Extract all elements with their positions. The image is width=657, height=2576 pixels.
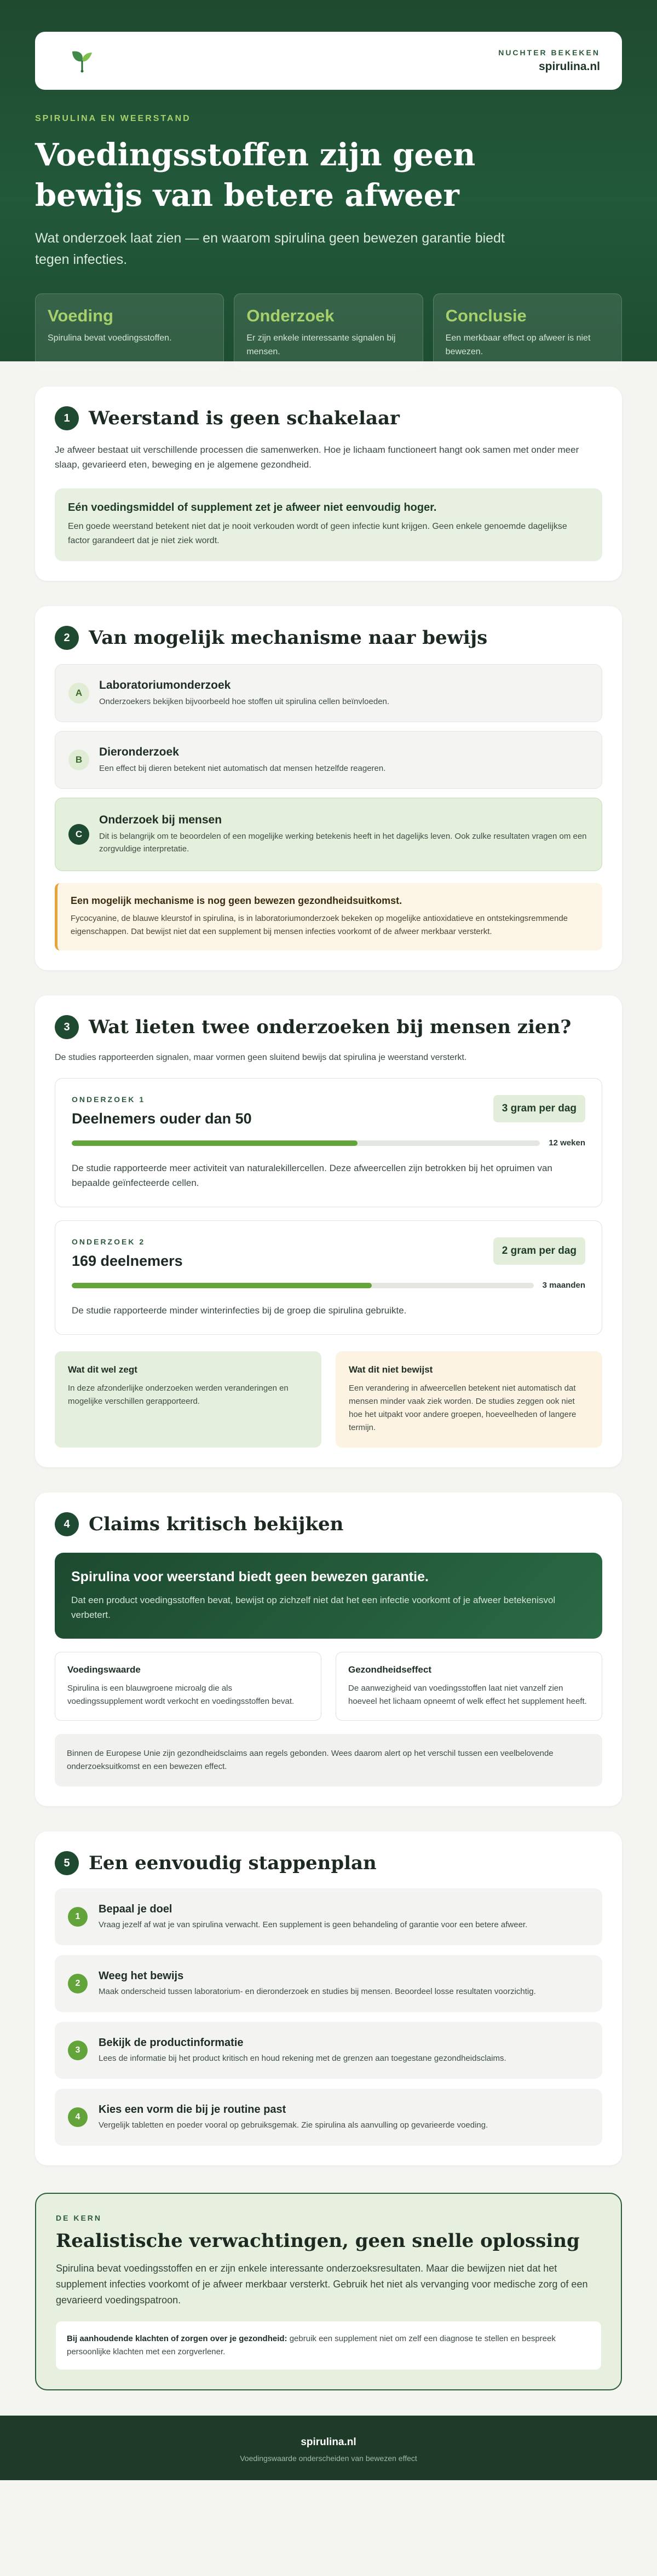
study-text: De studie rapporteerde minder winterinfecties bij de groep die spirulina gebruikte. bbox=[72, 1305, 407, 1316]
section-title: Van mogelijk mechanisme naar bewijs bbox=[89, 627, 488, 649]
banner-title: Spirulina voor weerstand biedt geen bewezen garantie. bbox=[71, 1569, 429, 1584]
study-card-1 bbox=[55, 1078, 602, 1207]
spirulina-leaf-logo-icon[interactable] bbox=[68, 47, 95, 74]
hero-card-title: Onderzoek bbox=[246, 306, 335, 325]
interpretation-boxes bbox=[55, 1351, 602, 1448]
hero-eyebrow: SPIRULINA EN WEERSTAND bbox=[35, 114, 191, 123]
hero-card-voeding bbox=[35, 293, 224, 369]
claim-compare-boxes bbox=[55, 1652, 602, 1721]
plan-step-text: Vergelijk tabletten en poeder vooral op gebruiksgemak. Zie spirulina als aanvulling op gevarieerde voeding. bbox=[99, 2120, 488, 2130]
step-text: Dit is belangrijk om te beoordelen of een mogelijke werking betekenis heeft in het dagelijks leven. Ook zulke resultaten vragen om een zorgvuldige interpretatie. bbox=[99, 832, 587, 854]
page-title: Voedingsstoffen zijn geen bewijs van betere afweer bbox=[35, 137, 476, 214]
hero-card-text: Er zijn enkele interessante signalen bij mensen. bbox=[246, 333, 396, 356]
step-letter-badge: A bbox=[68, 683, 89, 704]
section-title: Weerstand is geen schakelaar bbox=[89, 407, 400, 429]
study-label: ONDERZOEK 1 bbox=[72, 1095, 146, 1104]
hero bbox=[0, 0, 657, 361]
brand-site-link[interactable]: spirulina.nl bbox=[538, 60, 600, 73]
dose-badge: 3 gram per dag bbox=[493, 1095, 585, 1122]
dose-badge: 2 gram per dag bbox=[493, 1237, 585, 1265]
hero-card-conclusie bbox=[433, 293, 622, 369]
evidence-step-c bbox=[55, 798, 602, 871]
plan-step-title: Weeg het bewijs bbox=[99, 1969, 184, 1982]
section-header bbox=[55, 626, 602, 650]
evidence-step-b bbox=[55, 731, 602, 789]
section-onderzoeken bbox=[35, 995, 622, 1467]
kern-text: Spirulina bevat voedingsstoffen en er zijn enkele interessante onderzoeksresultaten. Maar die bewijzen niet dat het supplement infecties voorkomt of je afweer merkbaar versterkt. Gebruik het niet als vervanging voor medische zorg of een gevarieerd voedingspatroon. bbox=[56, 2263, 588, 2306]
box-text: Spirulina is een blauwgroene microalg die als voedingssupplement wordt verkocht en voedingsstoffen bevat. bbox=[67, 1684, 295, 1706]
study-text: De studie rapporteerde meer activiteit van naturalekillercellen. Deze afweercellen zijn betrokken bij het opruimen van bepaalde geïnfecteerde cellen. bbox=[72, 1163, 552, 1188]
nutrition-value-box bbox=[55, 1652, 321, 1721]
study-title: 169 deelnemers bbox=[72, 1253, 183, 1269]
plan-step-title: Bepaal je doel bbox=[99, 1903, 172, 1915]
summary-kern bbox=[35, 2193, 622, 2390]
plan-step-number: 1 bbox=[68, 1907, 88, 1927]
plan-step-1 bbox=[55, 1888, 602, 1945]
section-number-badge: 5 bbox=[55, 1851, 79, 1875]
callout-title: Eén voedingsmiddel of supplement zet je afweer niet eenvoudig hoger. bbox=[68, 502, 437, 514]
section-number-badge: 1 bbox=[55, 406, 79, 430]
plan-step-title: Bekijk de productinformatie bbox=[99, 2036, 244, 2049]
warning-text: Fycocyanine, de blauwe kleurstof in spirulina, is in laboratoriumonderzoek bekeken op mogelijke antioxidatieve en ontstekingsremmende eigenschappen. Dat bewijst niet dat een supplement bij mensen infecties voorkomt of de afweer merkbaar versterkt. bbox=[71, 914, 568, 936]
study-card-2 bbox=[55, 1220, 602, 1335]
section-text: Je afweer bestaat uit verschillende processen die samenwerken. Hoe je lichaam functioneert hangt ook samen met onder meer slaap, gevarieerd eten, beweging en je algemene gezondheid. bbox=[55, 445, 579, 470]
top-bar bbox=[35, 32, 622, 90]
section-title: Een eenvoudig stappenplan bbox=[89, 1852, 377, 1874]
footer-site-link[interactable]: spirulina.nl bbox=[301, 2436, 356, 2448]
section-claims bbox=[35, 1492, 622, 1806]
health-effect-box bbox=[336, 1652, 602, 1721]
section-title: Wat lieten twee onderzoeken bij mensen zien? bbox=[89, 1016, 572, 1038]
plan-step-number: 4 bbox=[68, 2107, 88, 2127]
main-content bbox=[0, 387, 657, 2390]
section-text: De studies rapporteerden signalen, maar vormen geen sluitend bewijs dat spirulina je weerstand versterkt. bbox=[55, 1053, 467, 1062]
box-title: Voedingswaarde bbox=[67, 1664, 141, 1675]
box-title: Gezondheidseffect bbox=[348, 1664, 432, 1675]
section-number-badge: 3 bbox=[55, 1015, 79, 1039]
evidence-step-a bbox=[55, 664, 602, 722]
section-stappenplan bbox=[35, 1831, 622, 2165]
medical-advice-box bbox=[56, 2321, 601, 2370]
section-number-badge: 2 bbox=[55, 626, 79, 650]
plan-step-title: Kies een vorm die bij je routine past bbox=[99, 2103, 286, 2116]
step-letter-badge: B bbox=[68, 750, 89, 770]
advice-bold: Bij aanhoudende klachten of zorgen over je gezondheid: bbox=[67, 2334, 287, 2343]
what-it-says-box bbox=[55, 1351, 321, 1448]
box-text: Een verandering in afweercellen betekent niet automatisch dat mensen minder vaak ziek worden. De studies zeggen ook niet hoe het uitpakt voor andere groepen, hoeveelheden of langere termijn. bbox=[349, 1384, 577, 1432]
section-header bbox=[55, 1015, 602, 1039]
plan-step-number: 3 bbox=[68, 2041, 88, 2060]
brand-tagline: NUCHTER BEKEKEN bbox=[498, 48, 600, 57]
section-header bbox=[55, 406, 602, 430]
hero-card-onderzoek bbox=[234, 293, 423, 369]
section-mechanisme bbox=[35, 606, 622, 970]
footer-tagline: Voedingswaarde onderscheiden van bewezen effect bbox=[240, 2454, 417, 2463]
callout-text: Een goede weerstand betekent niet dat je nooit verkouden wordt of geen infectie kunt krijgen. Geen enkele genoemde dagelijkse factor garandeert dat je niet ziek wordt. bbox=[68, 522, 567, 545]
step-text: Onderzoekers bekijken bijvoorbeeld hoe stoffen uit spirulina cellen beïnvloeden. bbox=[99, 696, 390, 706]
duration-progress-bar bbox=[72, 1283, 534, 1288]
step-title: Onderzoek bij mensen bbox=[99, 814, 222, 826]
plan-step-text: Lees de informatie bij het product kritisch en houd rekening met de grenzen aan toegestane gezondheidsclaims. bbox=[99, 2053, 506, 2063]
step-title: Dieronderzoek bbox=[99, 745, 179, 758]
kern-title: Realistische verwachtingen, geen snelle oplossing bbox=[56, 2230, 580, 2252]
warning-box bbox=[55, 883, 602, 950]
callout-box bbox=[55, 488, 602, 561]
step-letter-badge: C bbox=[68, 824, 89, 845]
duration-label: 12 weken bbox=[549, 1138, 585, 1148]
what-it-does-not-prove-box bbox=[336, 1351, 602, 1448]
box-text: De aanwezigheid van voedingsstoffen laat niet vanzelf zien hoeveel het lichaam opneemt of welk effect het supplement heeft. bbox=[348, 1684, 587, 1706]
section-title: Claims kritisch bekijken bbox=[89, 1513, 344, 1535]
study-title: Deelnemers ouder dan 50 bbox=[72, 1110, 252, 1127]
section-number-badge: 4 bbox=[55, 1512, 79, 1536]
advice-text: gebruik een supplement niet om zelf een diagnose te stellen en bespreek persoonlijke klachten met een zorgverlener. bbox=[67, 2334, 556, 2356]
hero-summary-cards bbox=[35, 293, 622, 369]
claim-banner bbox=[55, 1553, 602, 1639]
progress-fill bbox=[72, 1140, 358, 1146]
plan-step-text: Vraag jezelf af wat je van spirulina verwacht. Een supplement is geen behandeling of garantie voor een betere afweer. bbox=[99, 1920, 528, 1929]
footer bbox=[0, 2416, 657, 2480]
step-text: Een effect bij dieren betekent niet automatisch dat mensen hetzelfde reageren. bbox=[99, 763, 386, 773]
plan-step-2 bbox=[55, 1955, 602, 2012]
plan-step-text: Maak onderscheid tussen laboratorium- en dieronderzoek en studies bij mensen. Beoordeel losse resultaten voorzichtig. bbox=[99, 1986, 536, 1996]
duration-label: 3 maanden bbox=[542, 1281, 585, 1290]
hero-card-text: Spirulina bevat voedingsstoffen. bbox=[48, 333, 172, 343]
study-label: ONDERZOEK 2 bbox=[72, 1237, 146, 1246]
section-weerstand bbox=[35, 387, 622, 581]
step-title: Laboratoriumonderzoek bbox=[99, 678, 231, 691]
box-title: Wat dit wel zegt bbox=[68, 1364, 137, 1375]
hero-card-text: Een merkbaar effect op afweer is niet bewezen. bbox=[445, 333, 591, 356]
kern-eyebrow: DE KERN bbox=[56, 2214, 102, 2222]
plan-step-3 bbox=[55, 2022, 602, 2079]
hero-card-title: Conclusie bbox=[445, 306, 527, 325]
plan-step-4 bbox=[55, 2089, 602, 2146]
progress-fill bbox=[72, 1283, 372, 1288]
box-title: Wat dit niet bewijst bbox=[349, 1364, 433, 1375]
eu-claims-note: Binnen de Europese Unie zijn gezondheidsclaims aan regels gebonden. Wees daarom alert op het verschil tussen een veelbelovende onderzoeksuitkomst en een bewezen effect. bbox=[55, 1734, 602, 1787]
duration-progress-bar bbox=[72, 1140, 540, 1146]
banner-text: Dat een product voedingsstoffen bevat, bewijst op zichzelf niet dat het een infectie voorkomt of je afweer betekenisvol verbetert. bbox=[71, 1595, 556, 1620]
warning-title: Een mogelijk mechanisme is nog geen bewezen gezondheidsuitkomst. bbox=[71, 895, 402, 906]
hero-card-title: Voeding bbox=[48, 306, 113, 325]
box-text: In deze afzonderlijke onderzoeken werden veranderingen en mogelijke verschillen gerapporteerd. bbox=[68, 1384, 289, 1406]
plan-step-number: 2 bbox=[68, 1974, 88, 1993]
section-header bbox=[55, 1851, 602, 1875]
section-header bbox=[55, 1512, 602, 1536]
brand bbox=[498, 48, 600, 73]
hero-subtitle: Wat onderzoek laat zien — en waarom spirulina geen bewezen garantie biedt tegen infecties. bbox=[35, 230, 505, 267]
